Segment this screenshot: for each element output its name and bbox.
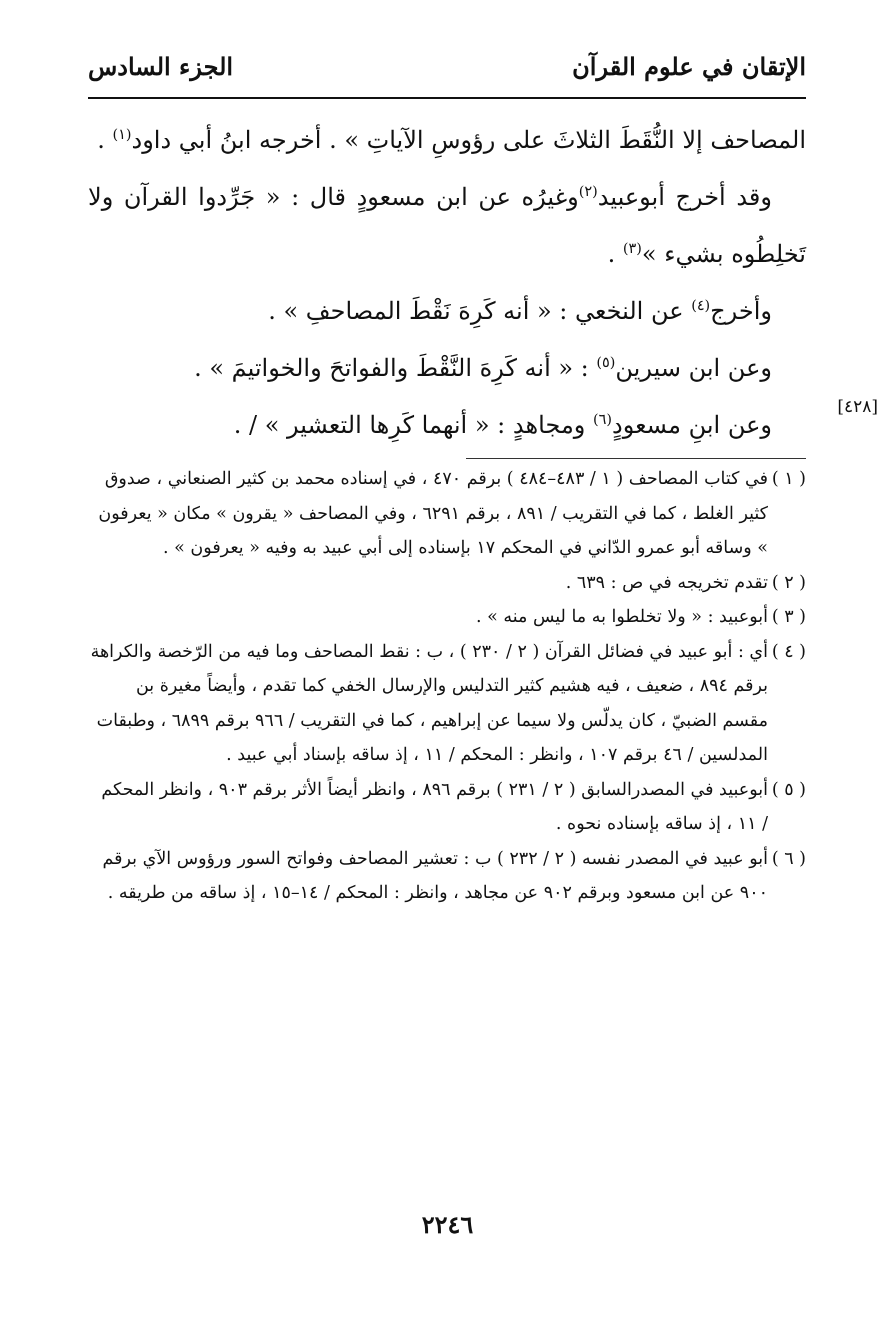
- main-line-5-start: وعن ابن سيرين: [615, 354, 772, 382]
- footnote-text: في كتاب المصاحف ( ١ / ٤٨٣–٤٨٤ ) برقم ٤٧٠ ، في إسناده محمد بن كثير الصنعاني ، صدوق كثير الغلط ، كما في التقريب / ٨٩١ ، برقم ٦٢٩١ ، وفي المصاحف « يقرون » مكان « يعرفون » وساقه أبو عمرو الدّاني في المحكم ١٧ بإسناده إلى أبي عبيد به وفيه « يعرفون » .: [98, 469, 768, 558]
- footnote: [90, 842, 806, 911]
- main-line-1: [88, 112, 806, 169]
- footnote-ref-2: (٢): [578, 184, 598, 200]
- footnote-number: ( ٤ ): [771, 641, 806, 662]
- footnote-separator: [466, 458, 806, 459]
- footnote-number: ( ١ ): [771, 469, 806, 489]
- header-divider: [88, 97, 806, 99]
- footnote: [90, 635, 806, 773]
- footnote: [90, 773, 806, 842]
- volume-label: الجزء السادس: [88, 52, 234, 81]
- main-line-4-start: وأخرج: [710, 297, 772, 325]
- main-line-1-text: المصاحف إلا النُّقَطَ الثلاثَ على رؤوسِ الآياتِ » . أخرجه ابنُ أبي داود: [131, 126, 806, 154]
- footnotes: [90, 462, 806, 911]
- main-line-3-end: .: [607, 240, 616, 268]
- main-line-5-rest: : « أنه كَرِهَ النَّقْطَ والفواتحَ والخواتيمَ » .: [194, 354, 589, 382]
- main-line-2: [88, 169, 806, 226]
- main-line-2-rest: وغيرُه عن ابن مسعودٍ قال : « جَرِّدوا القرآن ولا: [88, 183, 579, 211]
- footnote: [90, 600, 806, 635]
- manuscript-page-ref: [٤٢٨]: [837, 397, 878, 417]
- main-line-4-rest: عن النخعي : « أنه كَرِهَ نَقْطَ المصاحفِ » .: [268, 297, 684, 325]
- main-line-5: [88, 340, 806, 397]
- footnote-ref-5: (٥): [596, 355, 616, 371]
- footnote-number: ( ٣ ): [771, 607, 806, 627]
- book-title: الإتقان في علوم القرآن: [572, 52, 806, 81]
- footnote: [90, 566, 806, 601]
- main-line-6-start: وعن ابنِ مسعودٍ: [612, 411, 772, 439]
- footnote-ref-1: (١): [112, 127, 132, 143]
- main-line-1-end: .: [97, 126, 105, 154]
- footnote: [90, 462, 806, 566]
- main-line-6-rest: ومجاهدٍ : « أنهما كَرِها التعشير » / .: [233, 411, 586, 439]
- running-header: [88, 52, 806, 94]
- main-line-4: [88, 283, 806, 340]
- main-line-6: [88, 397, 806, 454]
- main-line-3-text: تَخلِطُوه بشيء »: [641, 240, 806, 268]
- footnote-number: ( ٥ ): [771, 779, 806, 800]
- footnote-ref-6: (٦): [593, 412, 613, 428]
- footnote-text: أبو عبيد في المصدر نفسه ( ٢ / ٢٣٢ ) ب : تعشير المصاحف وفواتح السور ورؤوس الآي برقم ٩٠٠ عن ابن مسعود وبرقم ٩٠٢ عن مجاهد ، وانظر : المحكم / ١٤–١٥ ، إذ ساقه من طريقه .: [102, 848, 768, 903]
- main-line-3: [88, 226, 806, 283]
- footnote-ref-3: (٣): [622, 241, 642, 257]
- page-number: ٢٢٤٦: [421, 1210, 474, 1239]
- footnote-ref-4: (٤): [691, 298, 711, 314]
- footnote-text: أي : أبو عبيد في فضائل القرآن ( ٢ / ٢٣٠ ) ، ب : نقط المصاحف وما فيه من الرّخصة والكراهة برقم ٨٩٤ ، ضعيف ، فيه هشيم كثير التدليس والإرسال الخفي كما تقدم ، وأيضاً مغيرة بن مقسم الضبيّ ، كان يدلّس ولا سيما عن إبراهيم ، كما في التقريب / ٩٦٦ برقم ٦٨٩٩ ، وطبقات المدلسين / ٤٦ برقم ١٠٧ ، وانظر : المحكم / ١١ ، إذ ساقه بإسناد أبي عبيد .: [90, 641, 768, 765]
- footnote-text: تقدم تخريجه في ص : ٦٣٩ .: [565, 572, 768, 593]
- footnote-text: أبوعبيد في المصدرالسابق ( ٢ / ٢٣١ ) برقم ٨٩٦ ، وانظر أيضاً الأثر برقم ٩٠٣ ، وانظر المحكم / ١١ ، إذ ساقه بإسناده نحوه .: [101, 779, 768, 834]
- main-text: [88, 112, 806, 454]
- footnote-number: ( ٦ ): [771, 848, 806, 869]
- footnote-number: ( ٢ ): [771, 572, 806, 593]
- main-line-2-start: وقد أخرج أبوعبيد: [597, 183, 772, 211]
- footnote-text: أبوعبيد : « ولا تخلطوا به ما ليس منه » .: [475, 607, 768, 627]
